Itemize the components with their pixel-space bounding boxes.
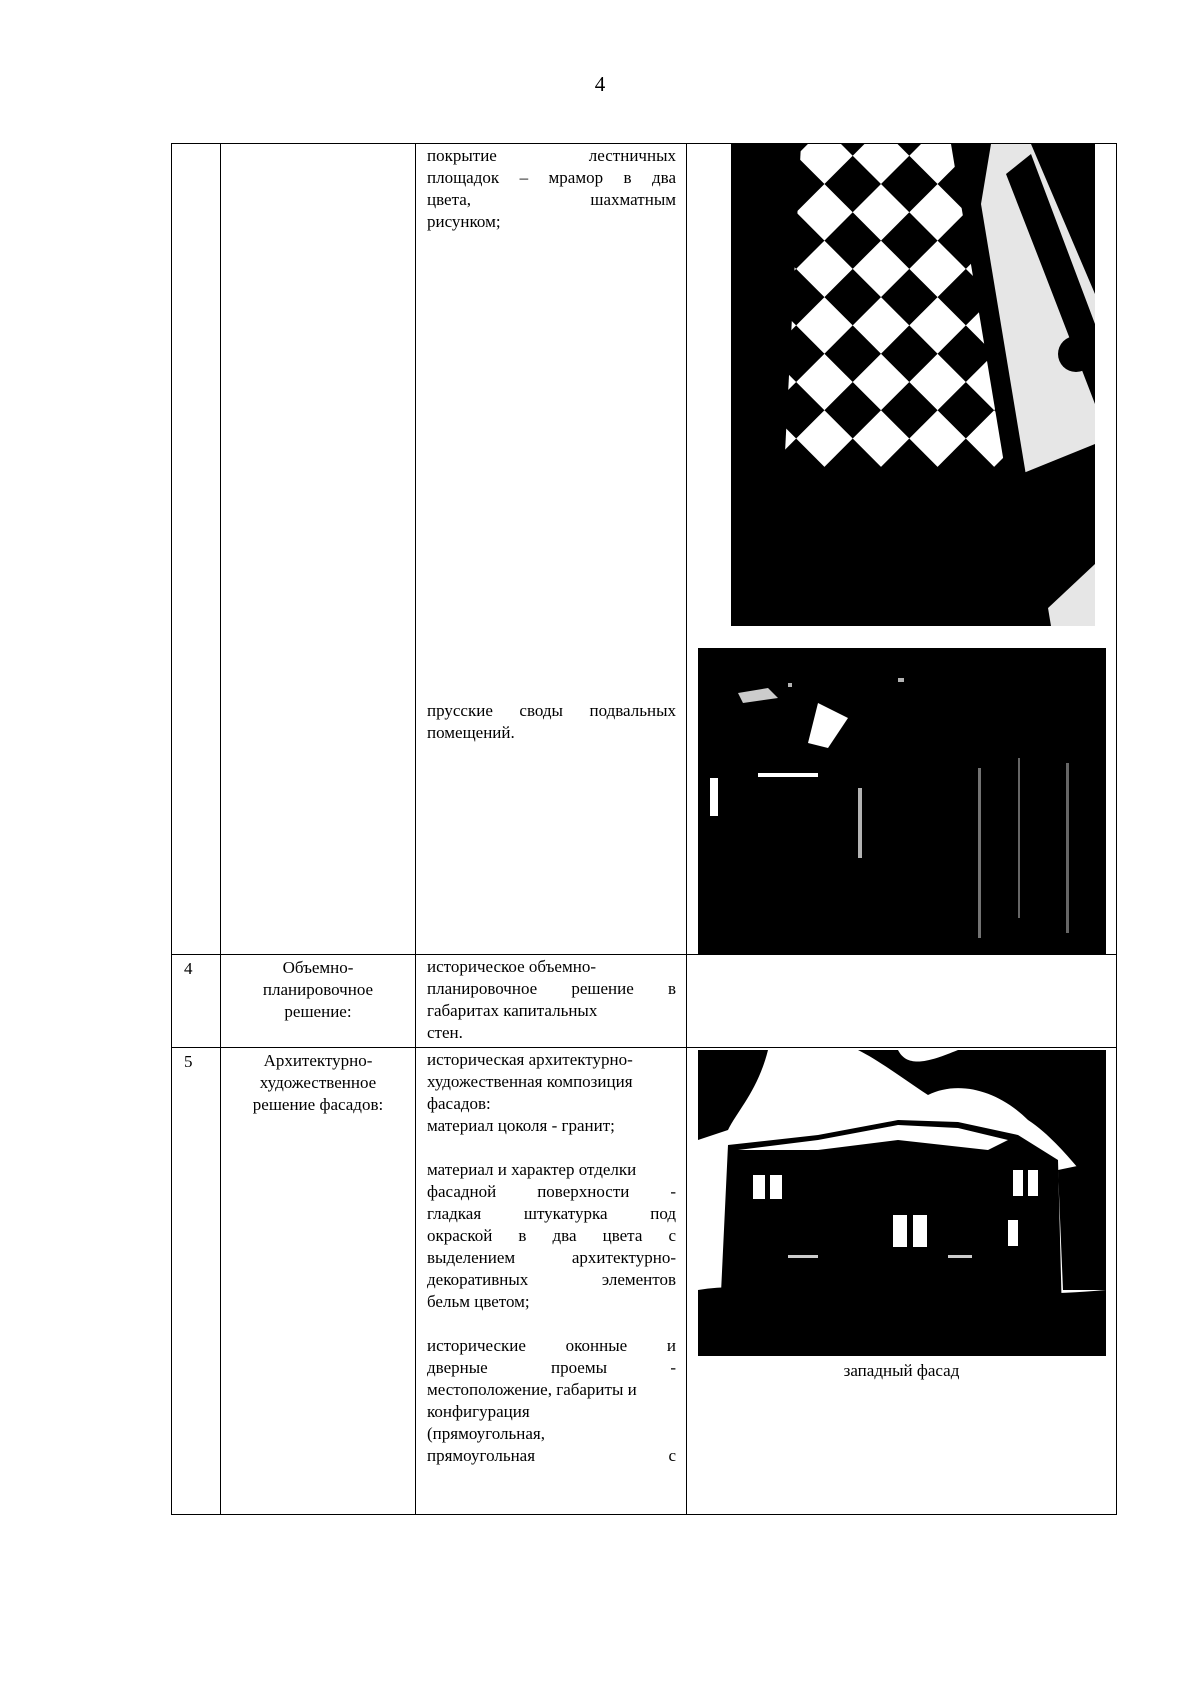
checkerboard-floor-photo xyxy=(731,144,1095,626)
name-line: решение фасадов: xyxy=(252,1095,384,1114)
desc-marble-flooring xyxy=(427,145,676,233)
desc-line: (прямоугольная, xyxy=(427,1424,545,1443)
element-description-cell xyxy=(416,955,687,1048)
desc-line: рисунком; xyxy=(427,212,501,231)
basement-vaults-image xyxy=(698,648,1106,954)
desc-line: помещений. xyxy=(427,723,515,742)
table-row xyxy=(172,955,1117,1048)
desc-line: местоположение, габариты и xyxy=(427,1380,637,1399)
west-facade-image xyxy=(698,1050,1106,1356)
name-line: художественное xyxy=(259,1073,377,1092)
desc-line: стен. xyxy=(427,1023,463,1042)
element-name-cell xyxy=(221,144,416,955)
name-line: планировочное xyxy=(262,980,374,999)
name-line: решение: xyxy=(284,1002,352,1021)
checkerboard-floor-image xyxy=(731,144,1095,626)
table-row xyxy=(172,144,1117,955)
desc-prussian-vaults xyxy=(427,700,676,744)
desc-line: художественная композиция xyxy=(427,1072,633,1091)
desc-openings xyxy=(427,1335,676,1467)
desc-line: бельм цветом; xyxy=(427,1292,530,1311)
desc-line: историческое объемно- xyxy=(427,957,596,976)
desc-line: выделением архитектурно- xyxy=(427,1248,676,1267)
photo-caption: западный фасад xyxy=(843,1361,960,1380)
desc-line: декоративных элементов xyxy=(427,1270,676,1289)
desc-line: покрытие лестничных xyxy=(427,146,676,165)
photo-cell xyxy=(687,1048,1117,1515)
desc-line: фасадов: xyxy=(427,1094,491,1113)
page-number: 4 xyxy=(594,72,606,96)
desc-line: окраской в два цвета с xyxy=(427,1226,676,1245)
row-number-cell xyxy=(172,144,221,955)
desc-line: прямоугольная с xyxy=(427,1446,676,1465)
photo-cell xyxy=(687,955,1117,1048)
desc-line: материал и характер отделки xyxy=(427,1160,637,1179)
row-number-cell: 4 xyxy=(172,955,221,1048)
photo-cell xyxy=(687,144,1117,955)
desc-line: историческая архитектурно- xyxy=(427,1050,633,1069)
desc-line: исторические оконные и xyxy=(427,1336,676,1355)
table-row xyxy=(172,1048,1117,1515)
desc-line: конфигурация xyxy=(427,1402,530,1421)
row-number-cell: 5 xyxy=(172,1048,221,1515)
desc-line: прусские своды подвальных xyxy=(427,701,676,720)
desc-facade-finish xyxy=(427,1159,676,1313)
desc-line: дверные проемы - xyxy=(427,1358,676,1377)
desc-line: планировочное решение в xyxy=(427,979,676,998)
west-facade-photo xyxy=(698,1050,1106,1356)
element-name-cell xyxy=(221,1048,416,1515)
element-description-cell xyxy=(416,144,687,955)
desc-line: площадок – мрамор в два xyxy=(427,168,676,187)
desc-line: габаритах капитальных xyxy=(427,1001,598,1020)
name-line: Объемно- xyxy=(282,958,354,977)
name-line: Архитектурно- xyxy=(263,1051,373,1070)
desc-composition xyxy=(427,1049,676,1115)
basement-vaults-photo xyxy=(698,648,1106,954)
element-name-cell xyxy=(221,955,416,1048)
desc-plinth-material: материал цоколя - гранит; xyxy=(427,1116,615,1135)
desc-line: гладкая штукатурка под xyxy=(427,1204,676,1223)
desc-line: цвета, шахматным xyxy=(427,190,676,209)
desc-line: фасадной поверхности - xyxy=(427,1182,676,1201)
element-description-cell xyxy=(416,1048,687,1515)
protection-subject-table xyxy=(171,143,1117,1515)
